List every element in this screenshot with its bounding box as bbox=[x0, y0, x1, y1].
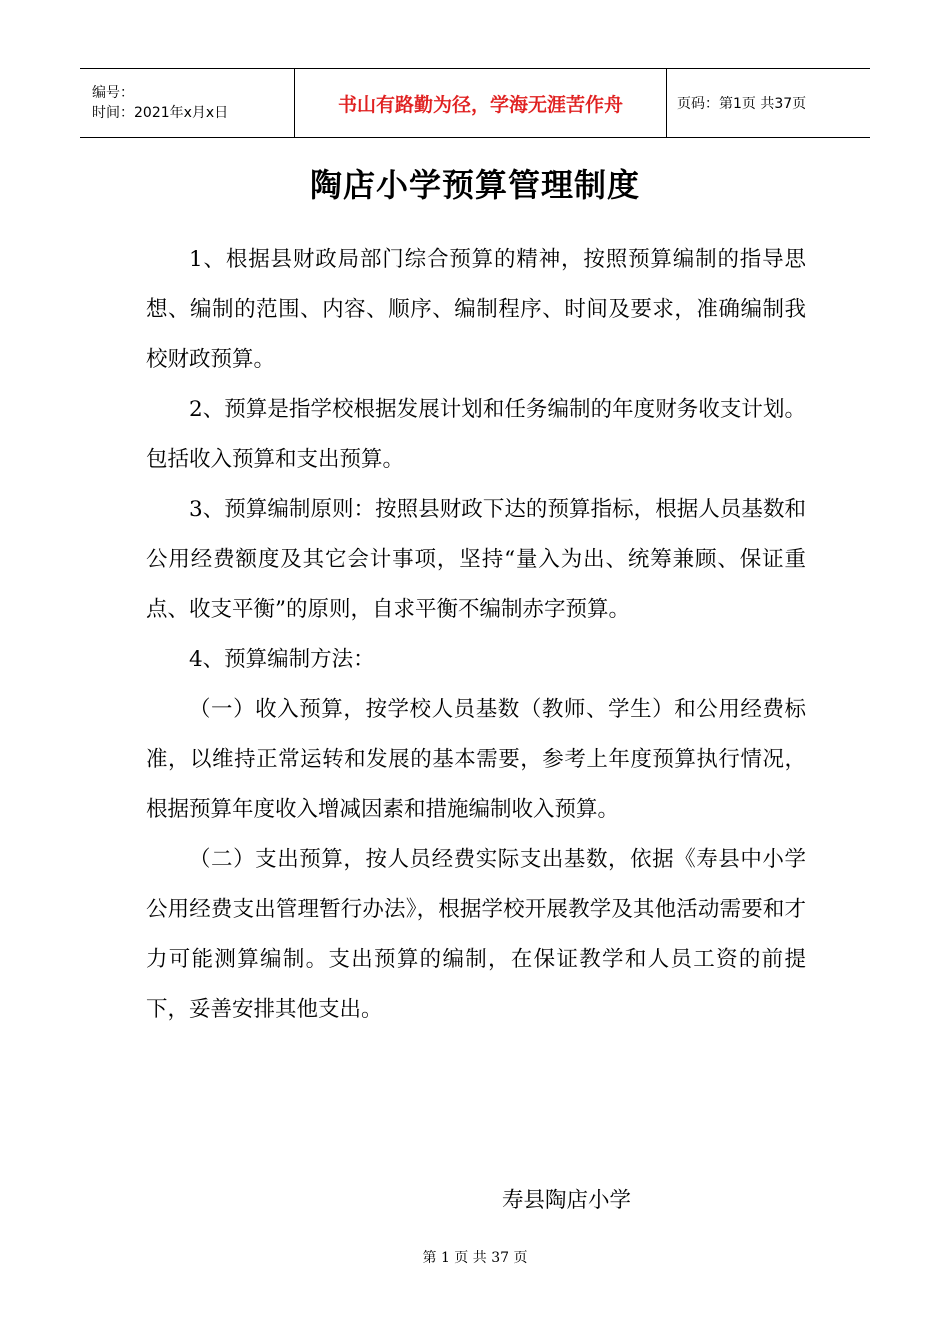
header-meta bbox=[80, 69, 295, 137]
header-page-cell bbox=[667, 69, 806, 137]
paragraph-3: 3、预算编制原则：按照县财政下达的预算指标，根据人员基数和公用经费额度及其它会计事项，坚持“量入为出、统筹兼顾、保证重点、收支平衡”的原则，自求平衡不编制赤字预算。 bbox=[146, 497, 806, 622]
document-number-label: 编号： bbox=[92, 85, 134, 101]
page-footer: 第 1 页 共 37 页 bbox=[422, 1250, 528, 1266]
paragraph-4: 4、预算编制方法： bbox=[189, 647, 375, 672]
paragraph-5: （一）收入预算，按学校人员基数（教师、学生）和公用经费标准，以维持正常运转和发展的基本需要，参考上年度预算执行情况，根据预算年度收入增减因素和措施编制收入预算。 bbox=[146, 697, 806, 822]
document-body bbox=[146, 235, 806, 1035]
signature: 寿县陶店小学 bbox=[502, 1188, 632, 1213]
document-title: 陶店小学预算管理制度 bbox=[309, 166, 640, 204]
paragraph-6: （二）支出预算，按人员经费实际支出基数，依据《寿县中小学公用经费支出管理暂行办法》，根据学校开展教学及其他活动需要和才力可能测算编制。支出预算的编制，在保证教学和人员工资的前提下，妥善安排其他支出。 bbox=[146, 847, 806, 1022]
header-motto: 书山有路勤为径，学海无涯苦作舟 bbox=[337, 93, 623, 116]
header-page-info: 页码：第1页 共37页 bbox=[677, 96, 807, 112]
document-header bbox=[80, 68, 870, 138]
header-motto-cell bbox=[295, 69, 667, 137]
paragraph-2: 2、预算是指学校根据发展计划和任务编制的年度财务收支计划。包括收入预算和支出预算。 bbox=[146, 397, 806, 472]
paragraph-1: 1、根据县财政局部门综合预算的精神，按照预算编制的指导思想、编制的范围、内容、顺序、编制程序、时间及要求，准确编制我校财政预算。 bbox=[146, 247, 806, 372]
document-time: 时间：2021年x月x日 bbox=[92, 105, 229, 121]
